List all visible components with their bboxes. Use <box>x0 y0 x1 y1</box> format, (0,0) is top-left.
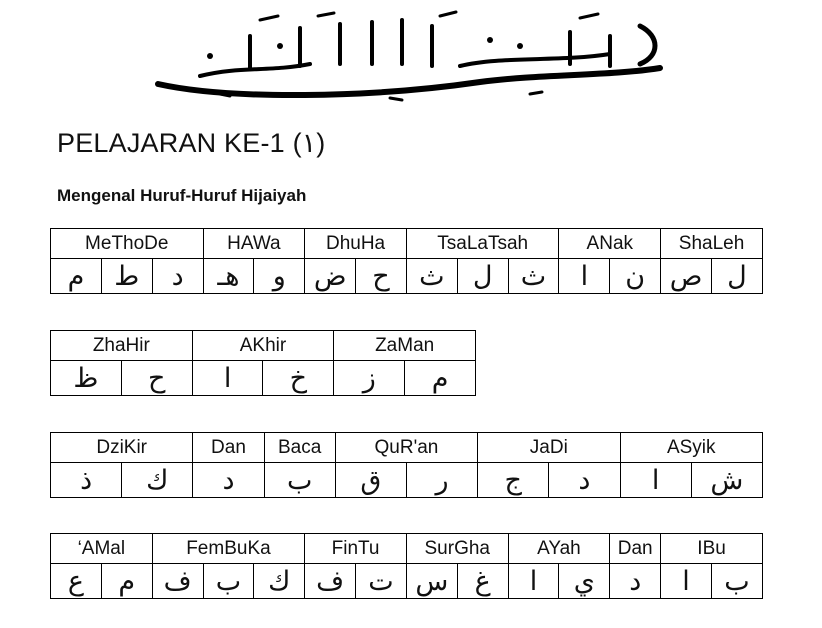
letter-cell: ظ <box>51 361 122 396</box>
letter-cell: م <box>405 361 476 396</box>
basmala-calligraphy <box>140 6 680 102</box>
letter-cell: م <box>101 564 152 599</box>
section-subtitle: Mengenal Huruf-Huruf Hijaiyah <box>57 186 307 205</box>
word-cell: IBu <box>661 534 763 564</box>
word-cell: DhuHa <box>305 229 407 259</box>
letter-cell: ب <box>264 463 335 498</box>
letter-cell: د <box>549 463 620 498</box>
word-cell: AKhir <box>192 331 334 361</box>
letter-cell: ب <box>711 564 762 599</box>
letter-cell: ك <box>122 463 193 498</box>
letter-cell: هـ <box>203 259 254 294</box>
word-cell: TsaLaTsah <box>406 229 559 259</box>
hijaiyah-table-3 <box>50 432 763 498</box>
word-cell: ZaMan <box>334 331 476 361</box>
letter-row <box>51 361 476 396</box>
word-cell: MeThoDe <box>51 229 204 259</box>
letter-cell: ل <box>457 259 508 294</box>
word-cell: ASyik <box>620 433 763 463</box>
word-cell: JaDi <box>478 433 620 463</box>
letter-cell: ي <box>559 564 610 599</box>
word-cell: SurGha <box>406 534 508 564</box>
word-cell: DziKir <box>51 433 193 463</box>
hijaiyah-table-2 <box>50 330 476 396</box>
hijaiyah-table-1 <box>50 228 763 294</box>
word-cell: HAWa <box>203 229 305 259</box>
word-row <box>51 433 763 463</box>
letter-row <box>51 463 763 498</box>
letter-cell: ج <box>478 463 549 498</box>
letter-cell: ف <box>305 564 356 599</box>
letter-cell: ت <box>356 564 407 599</box>
letter-cell: ا <box>559 259 610 294</box>
letter-cell: ف <box>152 564 203 599</box>
letter-cell: ل <box>711 259 762 294</box>
word-cell: AYah <box>508 534 610 564</box>
letter-cell: م <box>51 259 102 294</box>
word-cell: ‘AMal <box>51 534 153 564</box>
letter-cell: ن <box>610 259 661 294</box>
letter-cell: ذ <box>51 463 122 498</box>
letter-cell: ض <box>305 259 356 294</box>
letter-row <box>51 564 763 599</box>
letter-cell: ث <box>508 259 559 294</box>
word-cell: Dan <box>610 534 661 564</box>
letter-cell: ك <box>254 564 305 599</box>
letter-cell: ع <box>51 564 102 599</box>
letter-cell: د <box>152 259 203 294</box>
letter-cell: د <box>193 463 264 498</box>
word-cell: FinTu <box>305 534 407 564</box>
word-cell: FemBuKa <box>152 534 305 564</box>
letter-cell: ب <box>203 564 254 599</box>
word-cell: QuR'an <box>335 433 477 463</box>
word-cell: Baca <box>264 433 335 463</box>
letter-cell: ح <box>121 361 192 396</box>
letter-cell: ا <box>661 564 712 599</box>
letter-cell: ا <box>508 564 559 599</box>
letter-cell: غ <box>457 564 508 599</box>
letter-cell: ط <box>101 259 152 294</box>
letter-cell: ق <box>335 463 406 498</box>
word-row <box>51 534 763 564</box>
page-title: PELAJARAN KE-1 (١) <box>57 128 326 158</box>
letter-cell: ث <box>406 259 457 294</box>
letter-cell: ا <box>620 463 691 498</box>
letter-cell: خ <box>263 361 334 396</box>
letter-cell: د <box>610 564 661 599</box>
letter-cell: ش <box>691 463 762 498</box>
letter-cell: ص <box>661 259 712 294</box>
letter-cell: ح <box>356 259 407 294</box>
word-cell: ZhaHir <box>51 331 193 361</box>
letter-row <box>51 259 763 294</box>
word-row <box>51 229 763 259</box>
word-cell: ShaLeh <box>661 229 763 259</box>
letter-cell: ز <box>334 361 405 396</box>
letter-cell: س <box>406 564 457 599</box>
word-cell: Dan <box>193 433 264 463</box>
letter-cell: و <box>254 259 305 294</box>
letter-cell: ا <box>192 361 263 396</box>
word-cell: ANak <box>559 229 661 259</box>
hijaiyah-table-4 <box>50 533 763 599</box>
word-row <box>51 331 476 361</box>
letter-cell: ر <box>406 463 477 498</box>
